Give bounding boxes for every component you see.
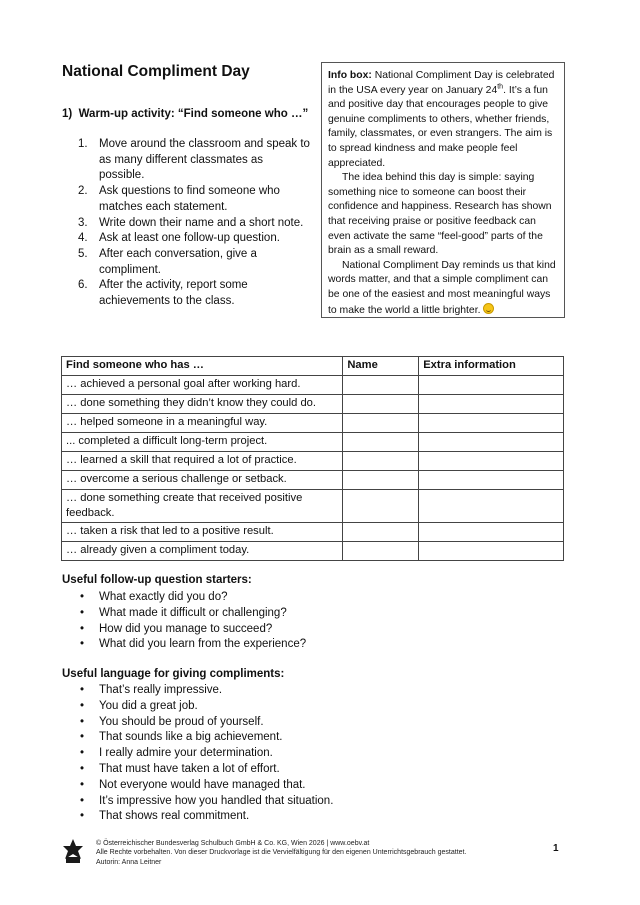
page-title: National Compliment Day	[62, 63, 250, 80]
list-item: 3. Write down their name and a short note.	[78, 216, 304, 229]
list-item: • What made it difficult or challenging?	[80, 606, 306, 622]
name-cell[interactable]	[343, 376, 419, 395]
column-header: Name	[343, 357, 419, 376]
extra-info-cell[interactable]	[419, 414, 564, 433]
statement-cell: … taken a risk that led to a positive result.	[62, 523, 343, 542]
list-item: • What exactly did you do?	[80, 590, 306, 606]
column-header: Extra information	[419, 357, 564, 376]
list-item: 4. Ask at least one follow-up question.	[78, 232, 280, 245]
list-item: • It’s impressive how you handled that situation.	[80, 794, 333, 810]
list-item: • Not everyone would have managed that.	[80, 778, 333, 794]
name-cell[interactable]	[343, 452, 419, 471]
name-cell[interactable]	[343, 414, 419, 433]
followup-heading: Useful follow-up question starters:	[62, 574, 252, 586]
info-box-label: Info box:	[328, 70, 372, 81]
info-box	[321, 62, 565, 318]
name-cell[interactable]	[343, 395, 419, 414]
table-row	[62, 414, 564, 433]
list-item: • That’s really impressive.	[80, 683, 333, 699]
warmup-heading: 1) Warm-up activity: “Find someone who …”	[62, 108, 309, 120]
extra-info-cell[interactable]	[419, 523, 564, 542]
column-header: Find someone who has …	[62, 357, 343, 376]
table-row	[62, 523, 564, 542]
name-cell[interactable]	[343, 433, 419, 452]
name-cell[interactable]	[343, 471, 419, 490]
extra-info-cell[interactable]	[419, 376, 564, 395]
statement-cell: … done something create that received positive feedback.	[62, 490, 343, 523]
list-item: • You did a great job.	[80, 699, 333, 715]
table-row	[62, 395, 564, 414]
table-row	[62, 490, 564, 523]
table-row	[62, 376, 564, 395]
list-item: 2. Ask questions to find someone who matches each statement.	[78, 185, 280, 213]
extra-info-cell[interactable]	[419, 542, 564, 561]
copyright-text: © Österreichischer Bundesverlag Schulbuch GmbH & Co. KG, Wien 2026 | www.oebv.at Alle Rechte vorbehalten. Von dieser Druckvorlage ist die Vervielfältigung für den eigenen Unterrichtsgebrauch gestattet. Autorin: Anna Leitner	[96, 840, 467, 866]
info-box-paragraph: The idea behind this day is simple: saying something nice to someone can boost their confidence and happiness. Research has shown that receiving praise or positive feedback can even activate the same “feel-good” parts of the brain as a small reward.	[328, 172, 552, 257]
table-row	[62, 471, 564, 490]
list-item: • How did you manage to succeed?	[80, 622, 306, 638]
list-item: • That must have taken a lot of effort.	[80, 762, 333, 778]
followup-list	[80, 590, 306, 653]
table-row	[62, 542, 564, 561]
warmup-steps-list	[78, 137, 310, 310]
statement-cell: … helped someone in a meaningful way.	[62, 414, 343, 433]
smiling-face-icon	[483, 303, 494, 314]
list-item: 1. Move around the classroom and speak to as many different classmates as possible.	[78, 138, 310, 182]
list-item: • What did you learn from the experience?	[80, 637, 306, 653]
page-number: 1	[553, 843, 559, 854]
find-someone-table	[61, 356, 564, 561]
list-item: • I really admire your determination.	[80, 746, 333, 762]
statement-cell: … already given a compliment today.	[62, 542, 343, 561]
info-box-paragraph: Info box: National Compliment Day is celebrated in the USA every year on January 24th. It’s a fun and positive day that encourages people to give genuine compliments to others, whether friends, family, classmates, or even strangers. The aim is to spread kindness and make people feel appreciated.	[328, 70, 555, 169]
language-heading: Useful language for giving compliments:	[62, 668, 285, 680]
statement-cell: … done something they didn’t know they could do.	[62, 395, 343, 414]
statement-cell: ... completed a difficult long-term project.	[62, 433, 343, 452]
table-row	[62, 433, 564, 452]
table-header-row	[62, 357, 564, 376]
extra-info-cell[interactable]	[419, 490, 564, 523]
name-cell[interactable]	[343, 490, 419, 523]
extra-info-cell[interactable]	[419, 452, 564, 471]
statement-cell: … overcome a serious challenge or setback.	[62, 471, 343, 490]
info-box-paragraph: National Compliment Day reminds us that kind words matter, and that a simple compliment can be one of the easiest and most meaningful ways to make the world a little brighter.	[328, 259, 556, 316]
name-cell[interactable]	[343, 542, 419, 561]
publisher-logo-icon	[62, 838, 84, 864]
name-cell[interactable]	[343, 523, 419, 542]
list-item: 6. After the activity, report some achievements to the class.	[78, 279, 248, 308]
list-item: • That shows real commitment.	[80, 809, 333, 825]
list-item: 5. After each conversation, give a compliment.	[78, 247, 257, 276]
list-item: • You should be proud of yourself.	[80, 715, 333, 731]
extra-info-cell[interactable]	[419, 471, 564, 490]
statement-cell: … learned a skill that required a lot of practice.	[62, 452, 343, 471]
extra-info-cell[interactable]	[419, 395, 564, 414]
table-row	[62, 452, 564, 471]
extra-info-cell[interactable]	[419, 433, 564, 452]
statement-cell: … achieved a personal goal after working hard.	[62, 376, 343, 395]
list-item: • That sounds like a big achievement.	[80, 730, 333, 746]
language-list	[80, 683, 333, 825]
page-footer	[62, 838, 582, 878]
